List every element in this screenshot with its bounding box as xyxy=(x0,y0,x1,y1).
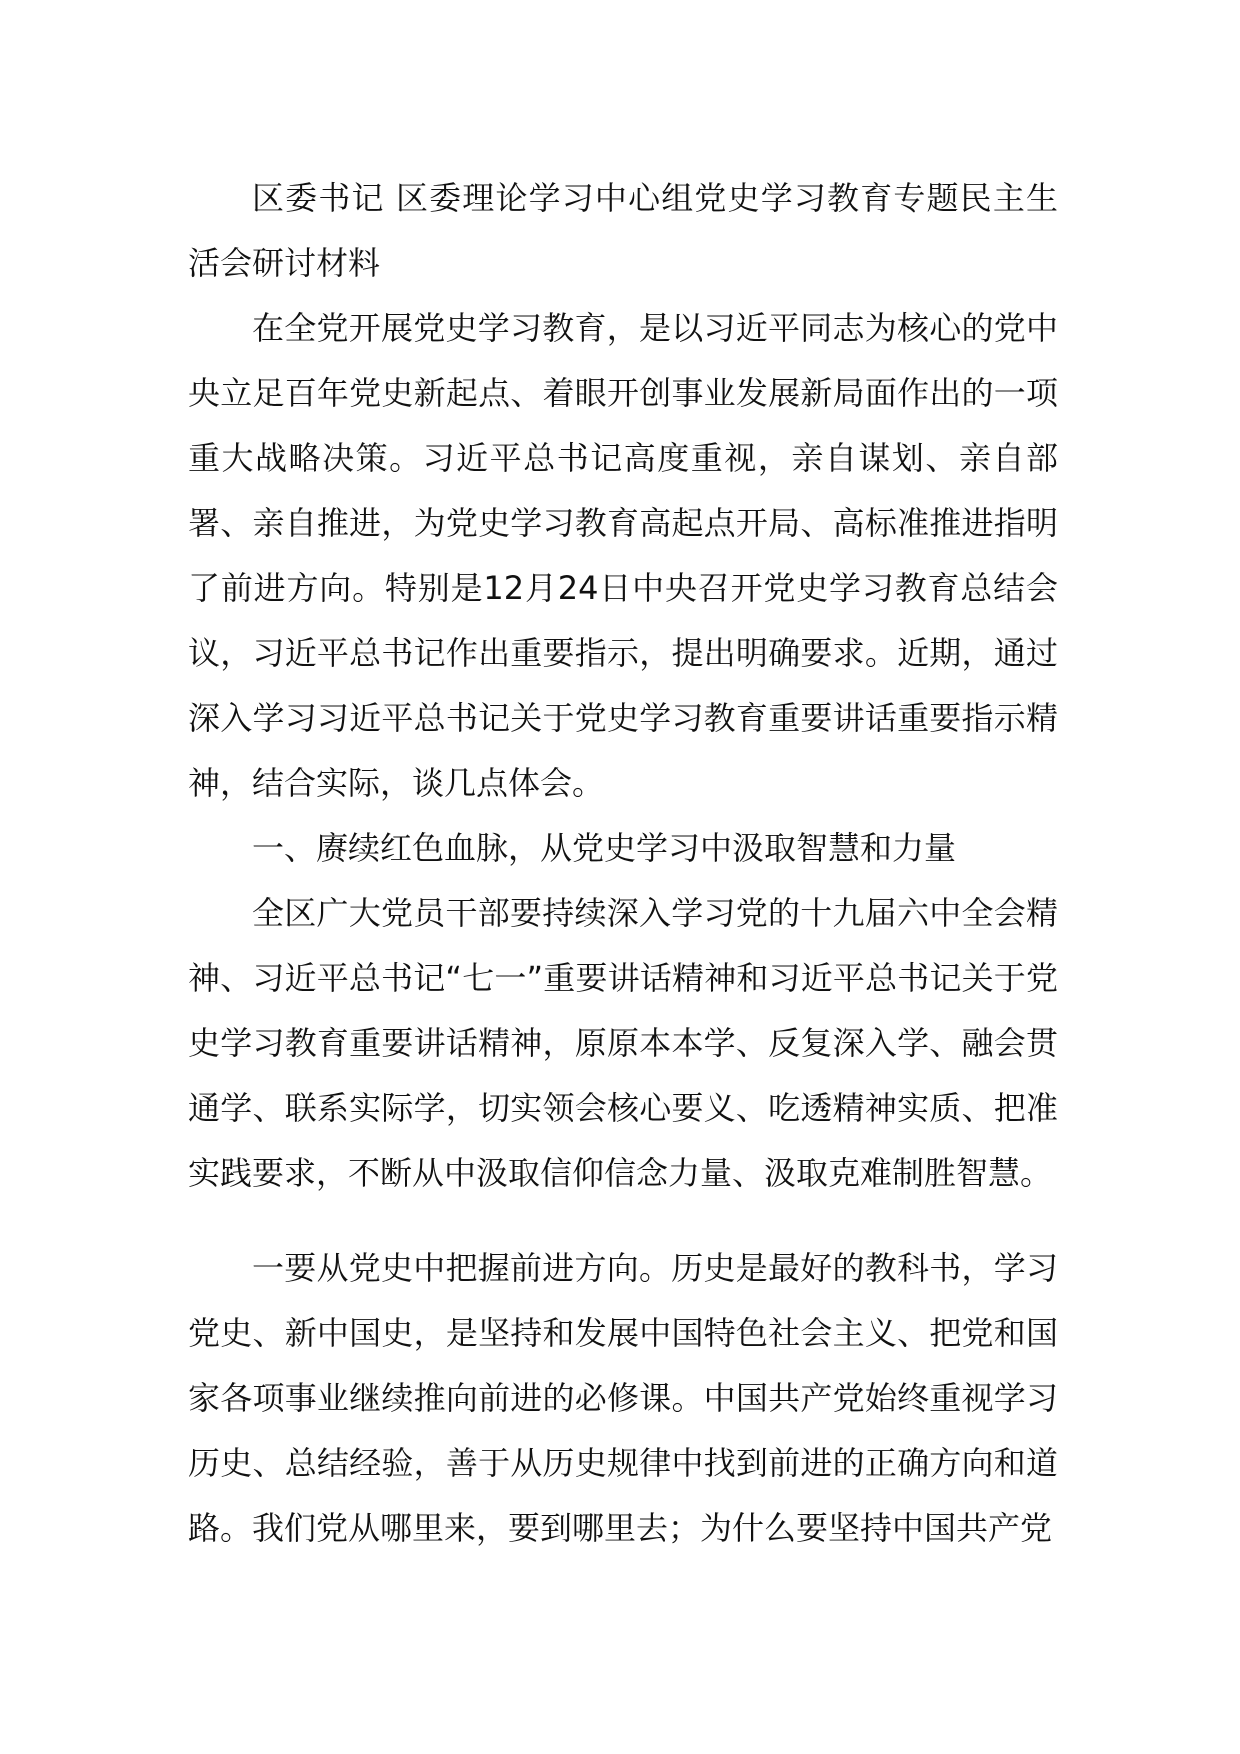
paragraph-point-1: 一要从党史中把握前进方向。历史是最好的教科书，学习党史、新中国史，是坚持和发展中国特色社会主义、把党和国家各项事业继续推向前进的必修课。中国共产党始终重视学习历史、总结经验，善于从历史规律中找到前进的正确方向和道路。我们党从哪里来，要到哪里去；为什么要坚持中国共产党 xyxy=(188,1249,1058,1547)
paragraph-section-1: 全区广大党员干部要持续深入学习党的十九届六中全会精神、习近平总书记“七一”重要讲话精神和习近平总书记关于党史学习教育重要讲话精神，原原本本学、反复深入学、融会贯通学、联系实际学，切实领会核心要义、吃透精神实质、把准实践要求，不断从中汲取信仰信念力量、汲取克难制胜智慧。 xyxy=(188,894,1058,1192)
document-body xyxy=(188,166,1058,1561)
document-title: 区委书记 区委理论学习中心组党史学习教育专题民主生活会研讨材料 xyxy=(188,179,1058,282)
paragraph-intro: 在全党开展党史学习教育，是以习近平同志为核心的党中央立足百年党史新起点、着眼开创事业发展新局面作出的一项重大战略决策。习近平总书记高度重视，亲自谋划、亲自部署、亲自推进，为党史学习教育高起点开局、高标准推进指明了前进方向。特别是12月24日中央召开党史学习教育总结会议，习近平总书记作出重要指示，提出明确要求。近期，通过深入学习习近平总书记关于党史学习教育重要讲话重要指示精神，结合实际，谈几点体会。 xyxy=(188,309,1058,802)
section-heading-1: 一、赓续红色血脉，从党史学习中汲取智慧和力量 xyxy=(252,829,957,867)
